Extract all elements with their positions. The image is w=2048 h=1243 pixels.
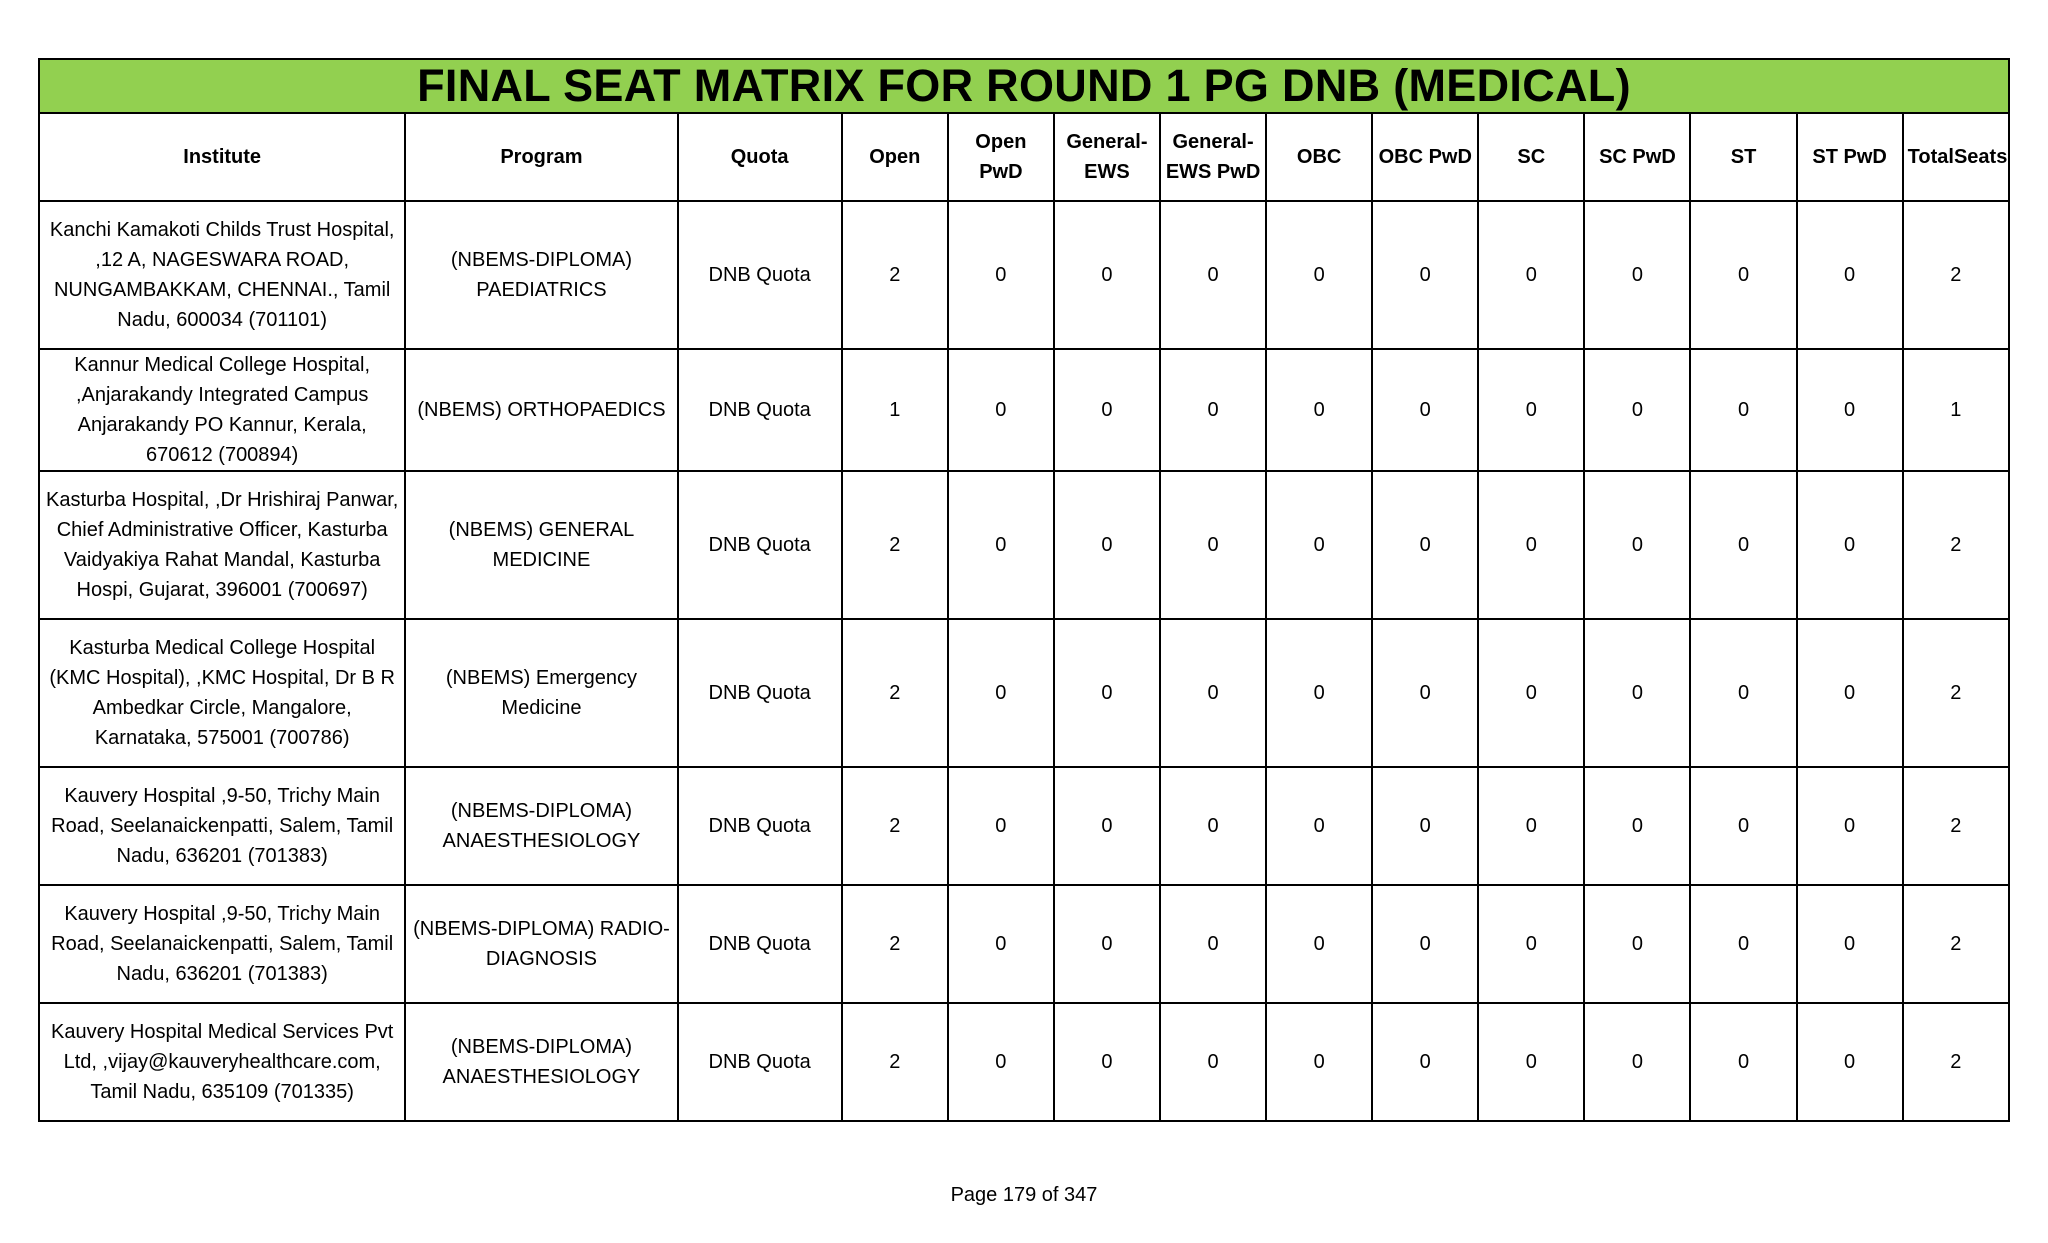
table-row bbox=[39, 767, 2009, 885]
cell-open-pwd: 0 bbox=[948, 349, 1054, 471]
cell-st-pwd: 0 bbox=[1797, 619, 1903, 767]
cell-institute: Kasturba Hospital, ,Dr Hrishiraj Panwar, Chief Administrative Officer, Kasturba Vaidyakiya Rahat Mandal, Kasturba Hospi, Gujarat, 396001 (700697) bbox=[39, 471, 405, 619]
cell-sc-pwd: 0 bbox=[1584, 471, 1690, 619]
cell-obc: 0 bbox=[1266, 767, 1372, 885]
cell-st-pwd: 0 bbox=[1797, 471, 1903, 619]
cell-program: (NBEMS-DIPLOMA) ANAESTHESIOLOGY bbox=[405, 767, 677, 885]
page-title: FINAL SEAT MATRIX FOR ROUND 1 PG DNB (MEDICAL) bbox=[39, 59, 2009, 113]
column-header-general-ews: General-EWS bbox=[1054, 113, 1160, 201]
cell-open: 2 bbox=[842, 619, 948, 767]
cell-obc-pwd: 0 bbox=[1372, 1003, 1478, 1121]
cell-obc-pwd: 0 bbox=[1372, 885, 1478, 1003]
cell-program: (NBEMS) ORTHOPAEDICS bbox=[405, 349, 677, 471]
column-header-sc: SC bbox=[1478, 113, 1584, 201]
cell-st: 0 bbox=[1690, 767, 1796, 885]
cell-total-seats: 1 bbox=[1903, 349, 2009, 471]
table-row bbox=[39, 885, 2009, 1003]
cell-institute: Kauvery Hospital ,9-50, Trichy Main Road, Seelanaickenpatti, Salem, Tamil Nadu, 636201 (701383) bbox=[39, 767, 405, 885]
cell-quota: DNB Quota bbox=[678, 201, 842, 349]
column-header-obc-pwd: OBC PwD bbox=[1372, 113, 1478, 201]
cell-sc: 0 bbox=[1478, 471, 1584, 619]
cell-general-ews: 0 bbox=[1054, 1003, 1160, 1121]
cell-total-seats: 2 bbox=[1903, 201, 2009, 349]
cell-st-pwd: 0 bbox=[1797, 349, 1903, 471]
cell-obc-pwd: 0 bbox=[1372, 349, 1478, 471]
column-header-st: ST bbox=[1690, 113, 1796, 201]
cell-open: 2 bbox=[842, 471, 948, 619]
cell-program: (NBEMS-DIPLOMA) ANAESTHESIOLOGY bbox=[405, 1003, 677, 1121]
table-row bbox=[39, 619, 2009, 767]
cell-quota: DNB Quota bbox=[678, 1003, 842, 1121]
column-header-obc: OBC bbox=[1266, 113, 1372, 201]
cell-open: 1 bbox=[842, 349, 948, 471]
cell-quota: DNB Quota bbox=[678, 471, 842, 619]
cell-general-ews: 0 bbox=[1054, 619, 1160, 767]
cell-program: (NBEMS-DIPLOMA) RADIO-DIAGNOSIS bbox=[405, 885, 677, 1003]
table-row bbox=[39, 1003, 2009, 1121]
seat-matrix-sheet bbox=[38, 58, 2010, 1122]
header-row bbox=[39, 113, 2009, 201]
cell-obc-pwd: 0 bbox=[1372, 201, 1478, 349]
cell-obc: 0 bbox=[1266, 201, 1372, 349]
cell-program: (NBEMS-DIPLOMA) PAEDIATRICS bbox=[405, 201, 677, 349]
column-header-total-seats: TotalSeats bbox=[1903, 113, 2009, 201]
seat-matrix-table bbox=[38, 58, 2010, 1122]
cell-total-seats: 2 bbox=[1903, 471, 2009, 619]
column-header-institute: Institute bbox=[39, 113, 405, 201]
cell-total-seats: 2 bbox=[1903, 1003, 2009, 1121]
cell-total-seats: 2 bbox=[1903, 885, 2009, 1003]
cell-general-ews-pwd: 0 bbox=[1160, 1003, 1266, 1121]
cell-open: 2 bbox=[842, 201, 948, 349]
table-row bbox=[39, 349, 2009, 471]
cell-st-pwd: 0 bbox=[1797, 767, 1903, 885]
cell-sc-pwd: 0 bbox=[1584, 1003, 1690, 1121]
cell-general-ews-pwd: 0 bbox=[1160, 767, 1266, 885]
column-header-st-pwd: ST PwD bbox=[1797, 113, 1903, 201]
cell-general-ews-pwd: 0 bbox=[1160, 349, 1266, 471]
cell-program: (NBEMS) Emergency Medicine bbox=[405, 619, 677, 767]
cell-sc: 0 bbox=[1478, 349, 1584, 471]
table-row bbox=[39, 471, 2009, 619]
cell-st: 0 bbox=[1690, 349, 1796, 471]
cell-sc: 0 bbox=[1478, 619, 1584, 767]
cell-total-seats: 2 bbox=[1903, 767, 2009, 885]
cell-quota: DNB Quota bbox=[678, 885, 842, 1003]
cell-obc: 0 bbox=[1266, 1003, 1372, 1121]
cell-institute: Kauvery Hospital Medical Services Pvt Ltd, ,vijay@kauveryhealthcare.com, Tamil Nadu, 635109 (701335) bbox=[39, 1003, 405, 1121]
cell-st: 0 bbox=[1690, 471, 1796, 619]
cell-sc: 0 bbox=[1478, 767, 1584, 885]
cell-sc: 0 bbox=[1478, 885, 1584, 1003]
cell-obc: 0 bbox=[1266, 619, 1372, 767]
cell-open-pwd: 0 bbox=[948, 885, 1054, 1003]
cell-open-pwd: 0 bbox=[948, 1003, 1054, 1121]
column-header-sc-pwd: SC PwD bbox=[1584, 113, 1690, 201]
column-header-general-ews-pwd: General-EWS PwD bbox=[1160, 113, 1266, 201]
cell-institute: Kanchi Kamakoti Childs Trust Hospital, ,12 A, NAGESWARA ROAD, NUNGAMBAKKAM, CHENNAI., Tamil Nadu, 600034 (701101) bbox=[39, 201, 405, 349]
cell-obc: 0 bbox=[1266, 471, 1372, 619]
page-number: Page 179 of 347 bbox=[950, 1184, 1098, 1206]
cell-institute: Kauvery Hospital ,9-50, Trichy Main Road, Seelanaickenpatti, Salem, Tamil Nadu, 636201 (701383) bbox=[39, 885, 405, 1003]
cell-st: 0 bbox=[1690, 619, 1796, 767]
cell-sc: 0 bbox=[1478, 201, 1584, 349]
cell-institute: Kannur Medical College Hospital, ,Anjarakandy Integrated Campus Anjarakandy PO Kannur, Kerala, 670612 (700894) bbox=[39, 349, 405, 471]
cell-obc: 0 bbox=[1266, 349, 1372, 471]
cell-st: 0 bbox=[1690, 1003, 1796, 1121]
cell-obc-pwd: 0 bbox=[1372, 767, 1478, 885]
cell-st: 0 bbox=[1690, 885, 1796, 1003]
cell-st-pwd: 0 bbox=[1797, 885, 1903, 1003]
cell-sc-pwd: 0 bbox=[1584, 349, 1690, 471]
cell-institute: Kasturba Medical College Hospital (KMC Hospital), ,KMC Hospital, Dr B R Ambedkar Circle, Mangalore, Karnataka, 575001 (700786) bbox=[39, 619, 405, 767]
column-header-program: Program bbox=[405, 113, 677, 201]
cell-sc-pwd: 0 bbox=[1584, 767, 1690, 885]
cell-open-pwd: 0 bbox=[948, 201, 1054, 349]
cell-program: (NBEMS) GENERAL MEDICINE bbox=[405, 471, 677, 619]
cell-open-pwd: 0 bbox=[948, 619, 1054, 767]
cell-sc-pwd: 0 bbox=[1584, 201, 1690, 349]
cell-total-seats: 2 bbox=[1903, 619, 2009, 767]
cell-sc-pwd: 0 bbox=[1584, 885, 1690, 1003]
cell-open: 2 bbox=[842, 1003, 948, 1121]
column-header-open: Open bbox=[842, 113, 948, 201]
cell-sc: 0 bbox=[1478, 1003, 1584, 1121]
cell-quota: DNB Quota bbox=[678, 767, 842, 885]
cell-general-ews-pwd: 0 bbox=[1160, 619, 1266, 767]
cell-general-ews: 0 bbox=[1054, 201, 1160, 349]
column-header-open-pwd: Open PwD bbox=[948, 113, 1054, 201]
cell-st-pwd: 0 bbox=[1797, 201, 1903, 349]
cell-general-ews: 0 bbox=[1054, 349, 1160, 471]
cell-quota: DNB Quota bbox=[678, 619, 842, 767]
cell-obc-pwd: 0 bbox=[1372, 471, 1478, 619]
cell-quota: DNB Quota bbox=[678, 349, 842, 471]
column-header-quota: Quota bbox=[678, 113, 842, 201]
cell-general-ews-pwd: 0 bbox=[1160, 471, 1266, 619]
table-row bbox=[39, 201, 2009, 349]
cell-general-ews-pwd: 0 bbox=[1160, 885, 1266, 1003]
cell-general-ews: 0 bbox=[1054, 767, 1160, 885]
cell-open: 2 bbox=[842, 885, 948, 1003]
cell-open-pwd: 0 bbox=[948, 471, 1054, 619]
cell-st: 0 bbox=[1690, 201, 1796, 349]
cell-obc-pwd: 0 bbox=[1372, 619, 1478, 767]
cell-general-ews: 0 bbox=[1054, 471, 1160, 619]
cell-general-ews-pwd: 0 bbox=[1160, 201, 1266, 349]
cell-st-pwd: 0 bbox=[1797, 1003, 1903, 1121]
cell-open-pwd: 0 bbox=[948, 767, 1054, 885]
cell-general-ews: 0 bbox=[1054, 885, 1160, 1003]
cell-sc-pwd: 0 bbox=[1584, 619, 1690, 767]
cell-open: 2 bbox=[842, 767, 948, 885]
cell-obc: 0 bbox=[1266, 885, 1372, 1003]
